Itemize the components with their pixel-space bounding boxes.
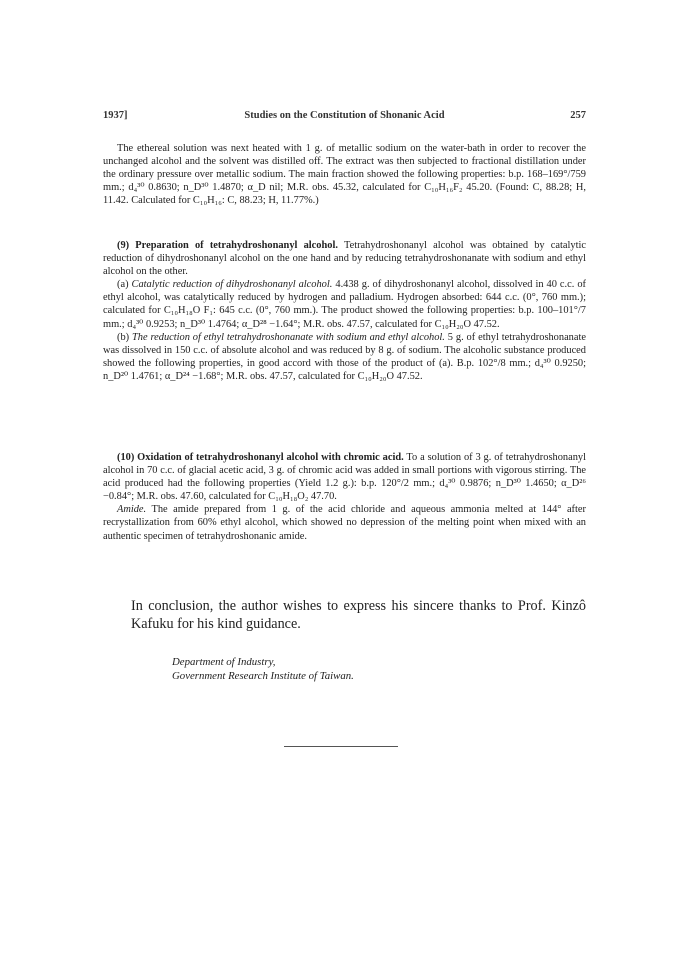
affiliation-institute: Government Research Institute of Taiwan. (172, 670, 354, 682)
page-number: 257 (570, 110, 586, 121)
section-9a-title: Catalytic reduction of dihydroshonanyl alcohol. (131, 279, 333, 291)
section-9b-paragraph (103, 331, 586, 383)
paragraph-distillation (103, 142, 586, 207)
header-year: 1937] (103, 110, 128, 121)
section-9b-text: 5 g. of ethyl tetrahydroshonanate was dissolved in 150 c.c. of absolute alcohol and was reduced by 8 g. of sodium. The alcoholic substance produced showed the following properties, in good accord with those of the product of (a). B.p. 102°/8 mm.; d₄³⁰ 0.9250; n_D²⁰ 1.4761; α_D²⁴ −1.68°; M.R. obs. 47.57, calculated for C₁₀H₂₀O 47.52. (103, 331, 586, 382)
amide-paragraph (103, 503, 586, 542)
section-9-intro-paragraph (103, 239, 586, 278)
section-9b-label: (b) (117, 331, 130, 343)
end-rule (284, 746, 398, 747)
section-9a-label: (a) (117, 279, 129, 291)
section-9a-text: 4.438 g. of dihydroshonanyl alcohol, dissolved in 40 c.c. of ethyl alcohol, was catalytically reduced by hydrogen and palladium. Hydrogen absorbed: 644 c.c. (0°, 760 mm.); calculated for C₁₀H₁₈O F₁: 645 c.c. (0°, 760 mm.). The product showed the following properties: b.p. 100–101°/7 mm.; d₄³⁰ 0.9253; n_D³⁰ 1.4764; α_D²⁸ −1.64°; M.R. obs. 47.57, calculated for C₁₀H₂₀O 47.52. (103, 279, 586, 330)
section-9b-title: The reduction of ethyl tetrahydroshonanate with sodium and ethyl alcohol. (132, 331, 445, 343)
amide-label: Amide. (117, 504, 147, 516)
section-9-heading: (9) Preparation of tetrahydroshonanyl alcohol. (117, 240, 338, 251)
section-10 (103, 451, 586, 543)
section-9 (103, 239, 586, 383)
header-title: Studies on the Constitution of Shonanic Acid (244, 110, 445, 121)
paragraph-text: The ethereal solution was next heated with 1 g. of metallic sodium on the water-bath in order to recover the unchanged alcohol and the solvent was distilled off. The extract was then subjected to fractional distillation under the ordinary pressure over metallic sodium. The main fraction showed the following properties: b.p. 168–169°/759 mm.; d₄³⁰ 0.8630; n_D³⁰ 1.4870; α_D nil; M.R. obs. 45.32, calculated for C₁₀H₁₆F₂ 45.20. (Found: C, 88.28; H, 11.42. Calculated for C₁₀H₁₆: C, 88.23; H, 11.77%.) (103, 143, 586, 207)
affiliation-department: Department of Industry, (172, 656, 276, 668)
section-9a-paragraph (103, 278, 586, 330)
amide-text: The amide prepared from 1 g. of the acid chloride and aqueous ammonia melted at 144° after recrystallization from 60% ethyl alcohol, which showed no depression of the melting point when mixed with an authentic specimen of tetrahydroshonanic amide. (103, 504, 586, 542)
section-10-text: To a solution of 3 g. of tetrahydroshonanyl alcohol in 70 c.c. of glacial acetic acid, 3 g. of chromic acid was added in small portions with vigorous stirring. The acid produced had the following properties (Yield 1.2 g.): b.p. 120°/2 mm.; d₄³⁰ 0.9876; n_D³⁰ 1.4650; α_D²⁶ −0.84°; M.R. obs. 47.60, calculated for C₁₀H₁₈O₂ 47.70. (103, 452, 586, 503)
section-9-intro: Tetrahydroshonanyl alcohol was obtained by catalytic reduction of dihydroshonanyl alcohol on the one hand and by reducing tetrahydroshonanate with sodium and ethyl alcohol on the other. (103, 240, 586, 278)
section-10-paragraph (103, 451, 586, 503)
section-10-heading: (10) Oxidation of tetrahydroshonanyl alcohol with chromic acid. (117, 452, 404, 463)
conclusion-paragraph: In conclusion, the author wishes to express his sincere thanks to Prof. Kinzô Kafuku for his kind guidance. (131, 598, 586, 632)
